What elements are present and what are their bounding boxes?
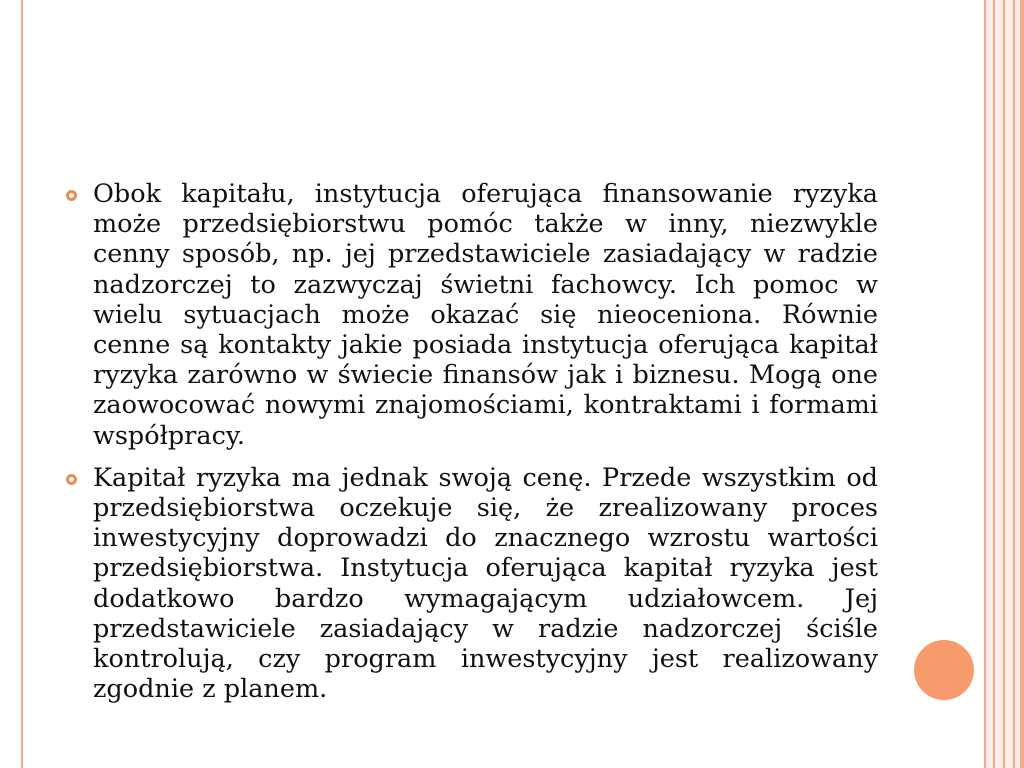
slide-body — [64, 179, 878, 716]
right-frame-line — [1003, 0, 1005, 768]
bullet-item — [64, 179, 878, 451]
right-frame-line — [984, 0, 986, 768]
right-frame-line — [1020, 0, 1024, 768]
bullet-circle-icon — [66, 474, 77, 485]
right-frame-line — [1013, 0, 1015, 768]
bullet-item — [64, 463, 878, 705]
bullet-text: Obok kapitału, instytucja oferująca finansowanie ryzyka może przedsiębiorstwu pomóc także w inny, niezwykle cenny sposób, np. jej przedstawiciele zasiadający w radzie nadzorczej to zazwyczaj świetni fachowcy. Ich pomoc w wielu sytuacjach może okazać się nieoceniona. Równie cenne są kontakty jakie posiada instytucja oferująca kapitał ryzyka zarówno w świecie finansów jak i biznesu. Mogą one zaowocować nowymi znajomościami, kontraktami i formami współpracy. — [93, 179, 878, 451]
bullet-circle-icon — [66, 190, 77, 201]
left-frame-line — [21, 0, 23, 768]
bullet-text: Kapitał ryzyka ma jednak swoją cenę. Przede wszystkim od przedsiębiorstwa oczekuje się, że zrealizowany proces inwestycyjny doprowadzi do znacznego wzrostu wartości przedsiębiorstwa. Instytucja oferująca kapitał ryzyka jest dodatkowo bardzo wymagającym udziałowcem. Jej przedstawiciele zasiadający w radzie nadzorczej ściśle kontrolują, czy program inwestycyjny jest realizowany zgodnie z planem. — [93, 462, 878, 705]
right-frame-line — [993, 0, 995, 768]
decorative-circle — [914, 640, 974, 700]
